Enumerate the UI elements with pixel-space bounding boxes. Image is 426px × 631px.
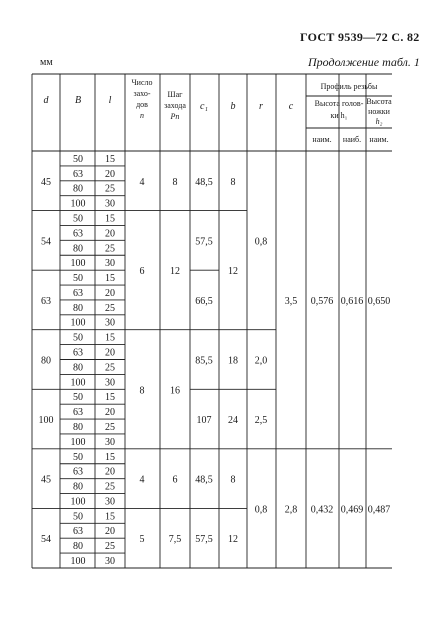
cell-n: 4 [139, 176, 145, 188]
cell-B: 100 [70, 198, 86, 210]
cell-l: 15 [105, 153, 115, 165]
cell-n: 4 [139, 474, 145, 486]
cell-B: 50 [73, 213, 83, 225]
cell-B: 63 [73, 407, 83, 419]
cell-l: 25 [105, 541, 115, 553]
cell-l: 20 [105, 347, 115, 359]
cell-d: 54 [41, 236, 51, 248]
cell-d: 80 [41, 355, 51, 367]
cell-h1-max: 0,616 [340, 295, 364, 307]
cell-pn: 12 [170, 266, 180, 278]
cell-l: 15 [105, 332, 115, 344]
col-c1: c₁ [200, 101, 208, 112]
cell-pn: 8 [172, 176, 178, 188]
cell-l: 25 [105, 421, 115, 433]
cell-c: 3,5 [284, 295, 298, 307]
cell-l: 15 [105, 273, 115, 285]
cell-B: 100 [70, 377, 86, 389]
cell-c1: 85,5 [195, 355, 213, 367]
col-pn-2: захода [164, 101, 186, 110]
continuation-label: Продолжение табл. 1 [308, 55, 420, 69]
cell-c1: 57,5 [195, 534, 213, 546]
cell-B: 50 [73, 332, 83, 344]
col-h2-1: Высота [366, 97, 392, 106]
cell-l: 15 [105, 451, 115, 463]
col-B: B [74, 95, 82, 106]
cell-B: 50 [73, 273, 83, 285]
cell-B: 80 [73, 362, 83, 374]
cell-r: 0,8 [254, 504, 268, 516]
col-h1-1: Высота голов- [314, 99, 364, 108]
cell-l: 30 [105, 317, 115, 329]
col-c: c [288, 101, 294, 112]
cell-d: 54 [41, 534, 51, 546]
cell-r: 0,8 [254, 236, 268, 248]
cell-B: 80 [73, 421, 83, 433]
cell-l: 20 [105, 287, 115, 299]
cell-n: 6 [139, 266, 145, 278]
cell-c1: 48,5 [195, 176, 213, 188]
cell-B: 80 [73, 541, 83, 553]
cell-B: 80 [73, 243, 83, 255]
cell-B: 50 [73, 392, 83, 404]
cell-h1-min: 0,432 [310, 504, 334, 516]
cell-B: 50 [73, 153, 83, 165]
col-b: b [230, 101, 236, 112]
cell-B: 80 [73, 481, 83, 493]
cell-B: 63 [73, 228, 83, 240]
cell-l: 30 [105, 436, 115, 448]
cell-B: 63 [73, 347, 83, 359]
col-h2-3: h₂ [375, 117, 383, 126]
cell-l: 30 [105, 258, 115, 270]
cell-r: 2,5 [254, 415, 268, 427]
cell-B: 50 [73, 511, 83, 523]
cell-d: 100 [38, 415, 54, 427]
cell-h2-min: 0,650 [367, 295, 391, 307]
cell-B: 63 [73, 168, 83, 180]
cell-l: 15 [105, 392, 115, 404]
cell-l: 30 [105, 496, 115, 508]
cell-b: 12 [228, 534, 238, 546]
col-h2-2: ножки [368, 107, 390, 116]
cell-l: 30 [105, 198, 115, 210]
col-h1-min: наим. [312, 135, 332, 144]
col-n-4: n [140, 111, 144, 120]
cell-l: 25 [105, 183, 115, 195]
cell-B: 63 [73, 287, 83, 299]
cell-h1-min: 0,576 [310, 295, 334, 307]
cell-c1: 48,5 [195, 474, 213, 486]
cell-B: 50 [73, 451, 83, 463]
col-h1-2: ки h₁ [330, 111, 348, 120]
cell-d: 63 [41, 295, 51, 307]
col-pn-3: Pn [170, 112, 180, 121]
cell-B: 63 [73, 526, 83, 538]
cell-h2-min: 0,487 [367, 504, 391, 516]
cell-pn: 6 [172, 474, 178, 486]
cell-l: 25 [105, 302, 115, 314]
cell-n: 5 [139, 534, 145, 546]
cell-B: 100 [70, 496, 86, 508]
table-body [32, 154, 392, 568]
unit-label: мм [40, 57, 53, 68]
cell-B: 80 [73, 302, 83, 314]
cell-n: 8 [139, 385, 145, 397]
cell-l: 15 [105, 511, 115, 523]
cell-l: 25 [105, 243, 115, 255]
cell-pn: 7,5 [168, 534, 182, 546]
cell-d: 45 [41, 474, 51, 486]
col-h2-min: наим. [369, 135, 389, 144]
col-n-3: дов [136, 100, 148, 109]
cell-B: 100 [70, 556, 86, 567]
cell-B: 100 [70, 258, 86, 270]
cell-b: 12 [228, 266, 238, 278]
cell-B: 63 [73, 466, 83, 478]
col-d: d [43, 95, 49, 106]
col-n-1: Число [131, 78, 153, 87]
cell-d: 45 [41, 176, 51, 188]
cell-l: 20 [105, 407, 115, 419]
col-pn-1: Шаг [167, 90, 183, 99]
cell-b: 8 [230, 474, 236, 486]
standard-header: ГОСТ 9539—72 С. 82 [300, 30, 420, 44]
cell-l: 20 [105, 168, 115, 180]
cell-b: 24 [228, 415, 238, 427]
col-profile: Профиль резьбы [320, 82, 378, 91]
cell-l: 25 [105, 362, 115, 374]
cell-r: 2,0 [254, 355, 268, 367]
cell-c1: 57,5 [195, 236, 213, 248]
cell-l: 15 [105, 213, 115, 225]
cell-l: 20 [105, 466, 115, 478]
cell-c1: 107 [196, 415, 212, 427]
cell-c1: 66,5 [195, 295, 213, 307]
col-n-2: захо- [133, 89, 151, 98]
col-r: r [259, 101, 263, 112]
cell-l: 20 [105, 526, 115, 538]
cell-b: 8 [230, 176, 236, 188]
cell-b: 18 [228, 355, 238, 367]
cell-l: 20 [105, 228, 115, 240]
table-header [44, 78, 393, 144]
cell-B: 100 [70, 436, 86, 448]
col-h1-max: наиб. [342, 135, 362, 144]
col-l: l [108, 95, 112, 106]
cell-c: 2,8 [284, 504, 298, 516]
cell-h1-max: 0,469 [340, 504, 364, 516]
cell-l: 30 [105, 556, 115, 567]
cell-l: 30 [105, 377, 115, 389]
cell-l: 25 [105, 481, 115, 493]
cell-pn: 16 [170, 385, 180, 397]
cell-B: 100 [70, 317, 86, 329]
cell-B: 80 [73, 183, 83, 195]
